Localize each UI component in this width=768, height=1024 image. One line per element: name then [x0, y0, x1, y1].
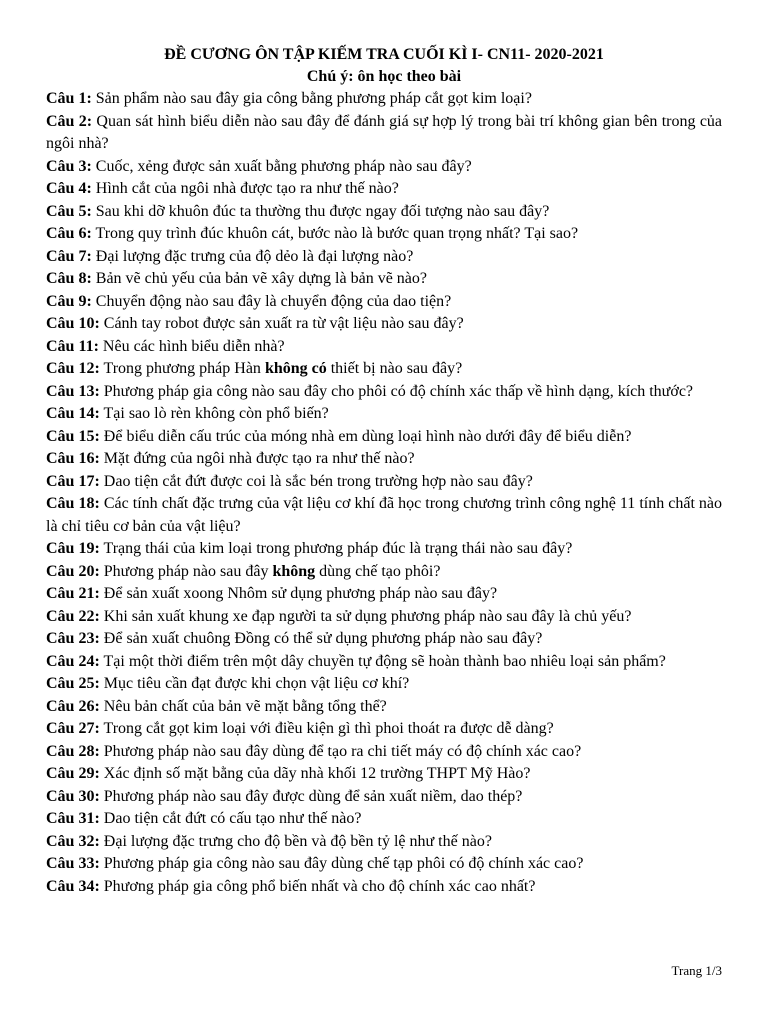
- question-label: Câu 26:: [46, 697, 100, 715]
- question-item: [46, 808, 722, 831]
- question-item: [46, 718, 722, 741]
- question-label: Câu 27:: [46, 720, 100, 737]
- question-label: Câu 33:: [46, 855, 100, 872]
- question-text: Phương pháp gia công phổ biến nhất và cho độ chính xác cao nhất?: [103, 877, 536, 895]
- question-text: Để sản xuất chuông Đồng có thể sử dụng phương pháp nào sau đây?: [103, 630, 543, 647]
- question-text: Chuyển động nào sau đây là chuyển động của dao tiện?: [95, 292, 452, 310]
- question-text-part: thiết bị nào sau đây?: [326, 360, 463, 377]
- question-text: Hình cắt của ngôi nhà được tạo ra như thế nào?: [95, 180, 399, 197]
- question-label: Câu 31:: [46, 810, 100, 827]
- question-text: Mặt đứng của ngôi nhà được tạo ra như thế nào?: [103, 450, 415, 467]
- question-label: Câu 34:: [46, 877, 100, 895]
- question-label: Câu 12:: [46, 360, 100, 377]
- question-text: Xác định số mặt bằng của dãy nhà khối 12 trường THPT Mỹ Hào?: [103, 765, 531, 782]
- question-text-part: Trong phương pháp Hàn: [103, 360, 265, 377]
- question-item: [46, 786, 722, 809]
- question-item: [46, 268, 722, 291]
- question-text: Các tính chất đặc trưng của vật liệu cơ khí đã học trong chương trình công nghệ 11 tính chất nào là chỉ tiêu cơ bản của vật liệu?: [46, 495, 723, 535]
- question-item: [46, 876, 722, 899]
- question-text: Cánh tay robot được sản xuất ra từ vật liệu nào sau đây?: [103, 315, 464, 332]
- question-label: Câu 8:: [46, 270, 92, 287]
- question-text: Phương pháp nào sau đây được dùng để sản xuất niềm, dao thép?: [103, 787, 523, 805]
- question-label: Câu 2:: [46, 112, 93, 130]
- question-text: Mục tiêu cần đạt được khi chọn vật liệu cơ khí?: [103, 675, 410, 692]
- question-text-part: dùng chế tạo phôi?: [315, 562, 441, 580]
- question-text: Tại sao lò rèn không còn phổ biến?: [103, 405, 329, 422]
- question-item: [46, 583, 722, 606]
- question-label: Câu 10:: [46, 315, 100, 332]
- question-text: Cuốc, xẻng được sản xuất bằng phương pháp nào sau đây?: [95, 157, 472, 175]
- question-label: Câu 21:: [46, 585, 100, 602]
- question-text: Để sản xuất xoong Nhôm sử dụng phương pháp nào sau đây?: [103, 585, 498, 602]
- question-label: Câu 3:: [46, 157, 92, 175]
- question-item: [46, 156, 722, 179]
- page-number: Trang 1/3: [671, 963, 722, 978]
- question-label: Câu 4:: [46, 180, 92, 197]
- question-emphasis: không có: [264, 360, 327, 377]
- question-item: [46, 493, 722, 538]
- question-text: Phương pháp gia công nào sau đây dùng chế tạp phôi có độ chính xác cao?: [103, 855, 584, 872]
- question-text: Nêu bản chất của bản vẽ mặt bằng tổng thể?: [103, 697, 387, 715]
- document-title: ĐỀ CƯƠNG ÔN TẬP KIẾM TRA CUỐI KÌ I- CN11- 2020-2021: [164, 46, 604, 63]
- question-item: [46, 358, 722, 381]
- question-label: Câu 30:: [46, 787, 100, 805]
- question-text: Dao tiện cắt đứt được coi là sắc bén trong trường hợp nào sau đây?: [103, 472, 533, 490]
- question-label: Câu 16:: [46, 450, 100, 467]
- question-label: Câu 28:: [46, 742, 100, 760]
- question-label: Câu 32:: [46, 832, 100, 850]
- question-label: Câu 5:: [46, 202, 92, 220]
- question-item: [46, 381, 722, 404]
- question-text: Sau khi dỡ khuôn đúc ta thường thu được ngay đối tượng nào sau đây?: [95, 202, 550, 220]
- question-text: [104, 563, 441, 580]
- document-subtitle: Chú ý: ôn học theo bài: [306, 68, 462, 85]
- question-item: [46, 426, 722, 449]
- question-label: Câu 11:: [46, 337, 99, 355]
- question-text: Đại lượng đặc trưng cho độ bền và độ bền tỷ lệ như thế nào?: [103, 832, 492, 850]
- question-label: Câu 17:: [46, 472, 100, 490]
- question-label: Câu 1:: [46, 90, 92, 107]
- question-item: [46, 336, 722, 359]
- question-item: [46, 606, 722, 629]
- question-text: Dao tiện cắt đứt có cấu tạo như thế nào?: [103, 810, 362, 827]
- question-item: [46, 628, 722, 651]
- question-label: Câu 9:: [46, 292, 92, 310]
- question-text-part: Phương pháp nào sau đây: [103, 562, 273, 580]
- question-item: [46, 291, 722, 314]
- question-text: Trong cắt gọt kim loại với điều kiện gì thì phoi thoát ra được dễ dàng?: [103, 720, 554, 737]
- question-text: Trạng thái của kim loại trong phương pháp đúc là trạng thái nào sau đây?: [103, 540, 573, 557]
- question-text: Trong quy trình đúc khuôn cát, bước nào là bước quan trọng nhất? Tại sao?: [95, 225, 579, 242]
- question-emphasis: không: [272, 562, 316, 580]
- question-item: [46, 178, 722, 201]
- question-label: Câu 20:: [46, 562, 100, 580]
- question-text: Tại một thời điểm trên một dây chuyền tự động sẽ hoàn thành bao nhiêu loại sản phẩm?: [103, 652, 666, 670]
- question-item: [46, 763, 722, 786]
- question-item: [46, 88, 722, 111]
- question-label: Câu 19:: [46, 540, 100, 557]
- question-label: Câu 18:: [46, 495, 100, 512]
- question-text: Để biểu diễn cấu trúc của móng nhà em dùng loại hình nào dưới đây để biểu diễn?: [103, 427, 632, 445]
- question-item: [46, 313, 722, 336]
- question-item: [46, 246, 722, 269]
- question-text: Sản phẩm nào sau đây gia công bằng phương pháp cắt gọt kim loại?: [95, 90, 532, 107]
- question-label: Câu 7:: [46, 247, 92, 265]
- question-item: [46, 403, 722, 426]
- question-label: Câu 23:: [46, 630, 100, 647]
- question-text: Khi sản xuất khung xe đạp người ta sử dụng phương pháp nào sau đây là chủ yếu?: [103, 607, 632, 625]
- question-text: Phương pháp nào sau đây dùng để tạo ra chi tiết máy có độ chính xác cao?: [103, 742, 582, 760]
- question-text: Nêu các hình biểu diễn nhà?: [102, 337, 285, 355]
- question-item: [46, 561, 722, 584]
- question-item: [46, 471, 722, 494]
- question-item: [46, 448, 722, 471]
- question-label: Câu 22:: [46, 607, 100, 625]
- question-label: Câu 6:: [46, 225, 92, 242]
- question-label: Câu 14:: [46, 405, 100, 422]
- question-item: [46, 741, 722, 764]
- question-item: [46, 673, 722, 696]
- question-item: [46, 538, 722, 561]
- document-page: [46, 44, 722, 898]
- question-text: Quan sát hình biểu diễn nào sau đây để đánh giá sự hợp lý trong bài trí không gian bên trong của ngôi nhà?: [46, 112, 723, 152]
- question-text: Phương pháp gia công nào sau đây cho phôi có độ chính xác thấp về hình dạng, kích thước?: [103, 382, 694, 400]
- question-text: Đại lượng đặc trưng của độ dẻo là đại lượng nào?: [95, 247, 414, 265]
- question-item: [46, 696, 722, 719]
- question-item: [46, 223, 722, 246]
- question-label: Câu 25:: [46, 675, 100, 692]
- question-item: [46, 651, 722, 674]
- question-text: [104, 360, 463, 377]
- question-list: [46, 88, 722, 898]
- question-label: Câu 29:: [46, 765, 100, 782]
- question-item: [46, 111, 722, 156]
- question-label: Câu 15:: [46, 427, 100, 445]
- question-item: [46, 853, 722, 876]
- question-text: Bản vẽ chủ yếu của bản vẽ xây dựng là bản vẽ nào?: [95, 270, 427, 287]
- question-item: [46, 831, 722, 854]
- question-label: Câu 24:: [46, 652, 100, 670]
- question-label: Câu 13:: [46, 382, 100, 400]
- question-item: [46, 201, 722, 224]
